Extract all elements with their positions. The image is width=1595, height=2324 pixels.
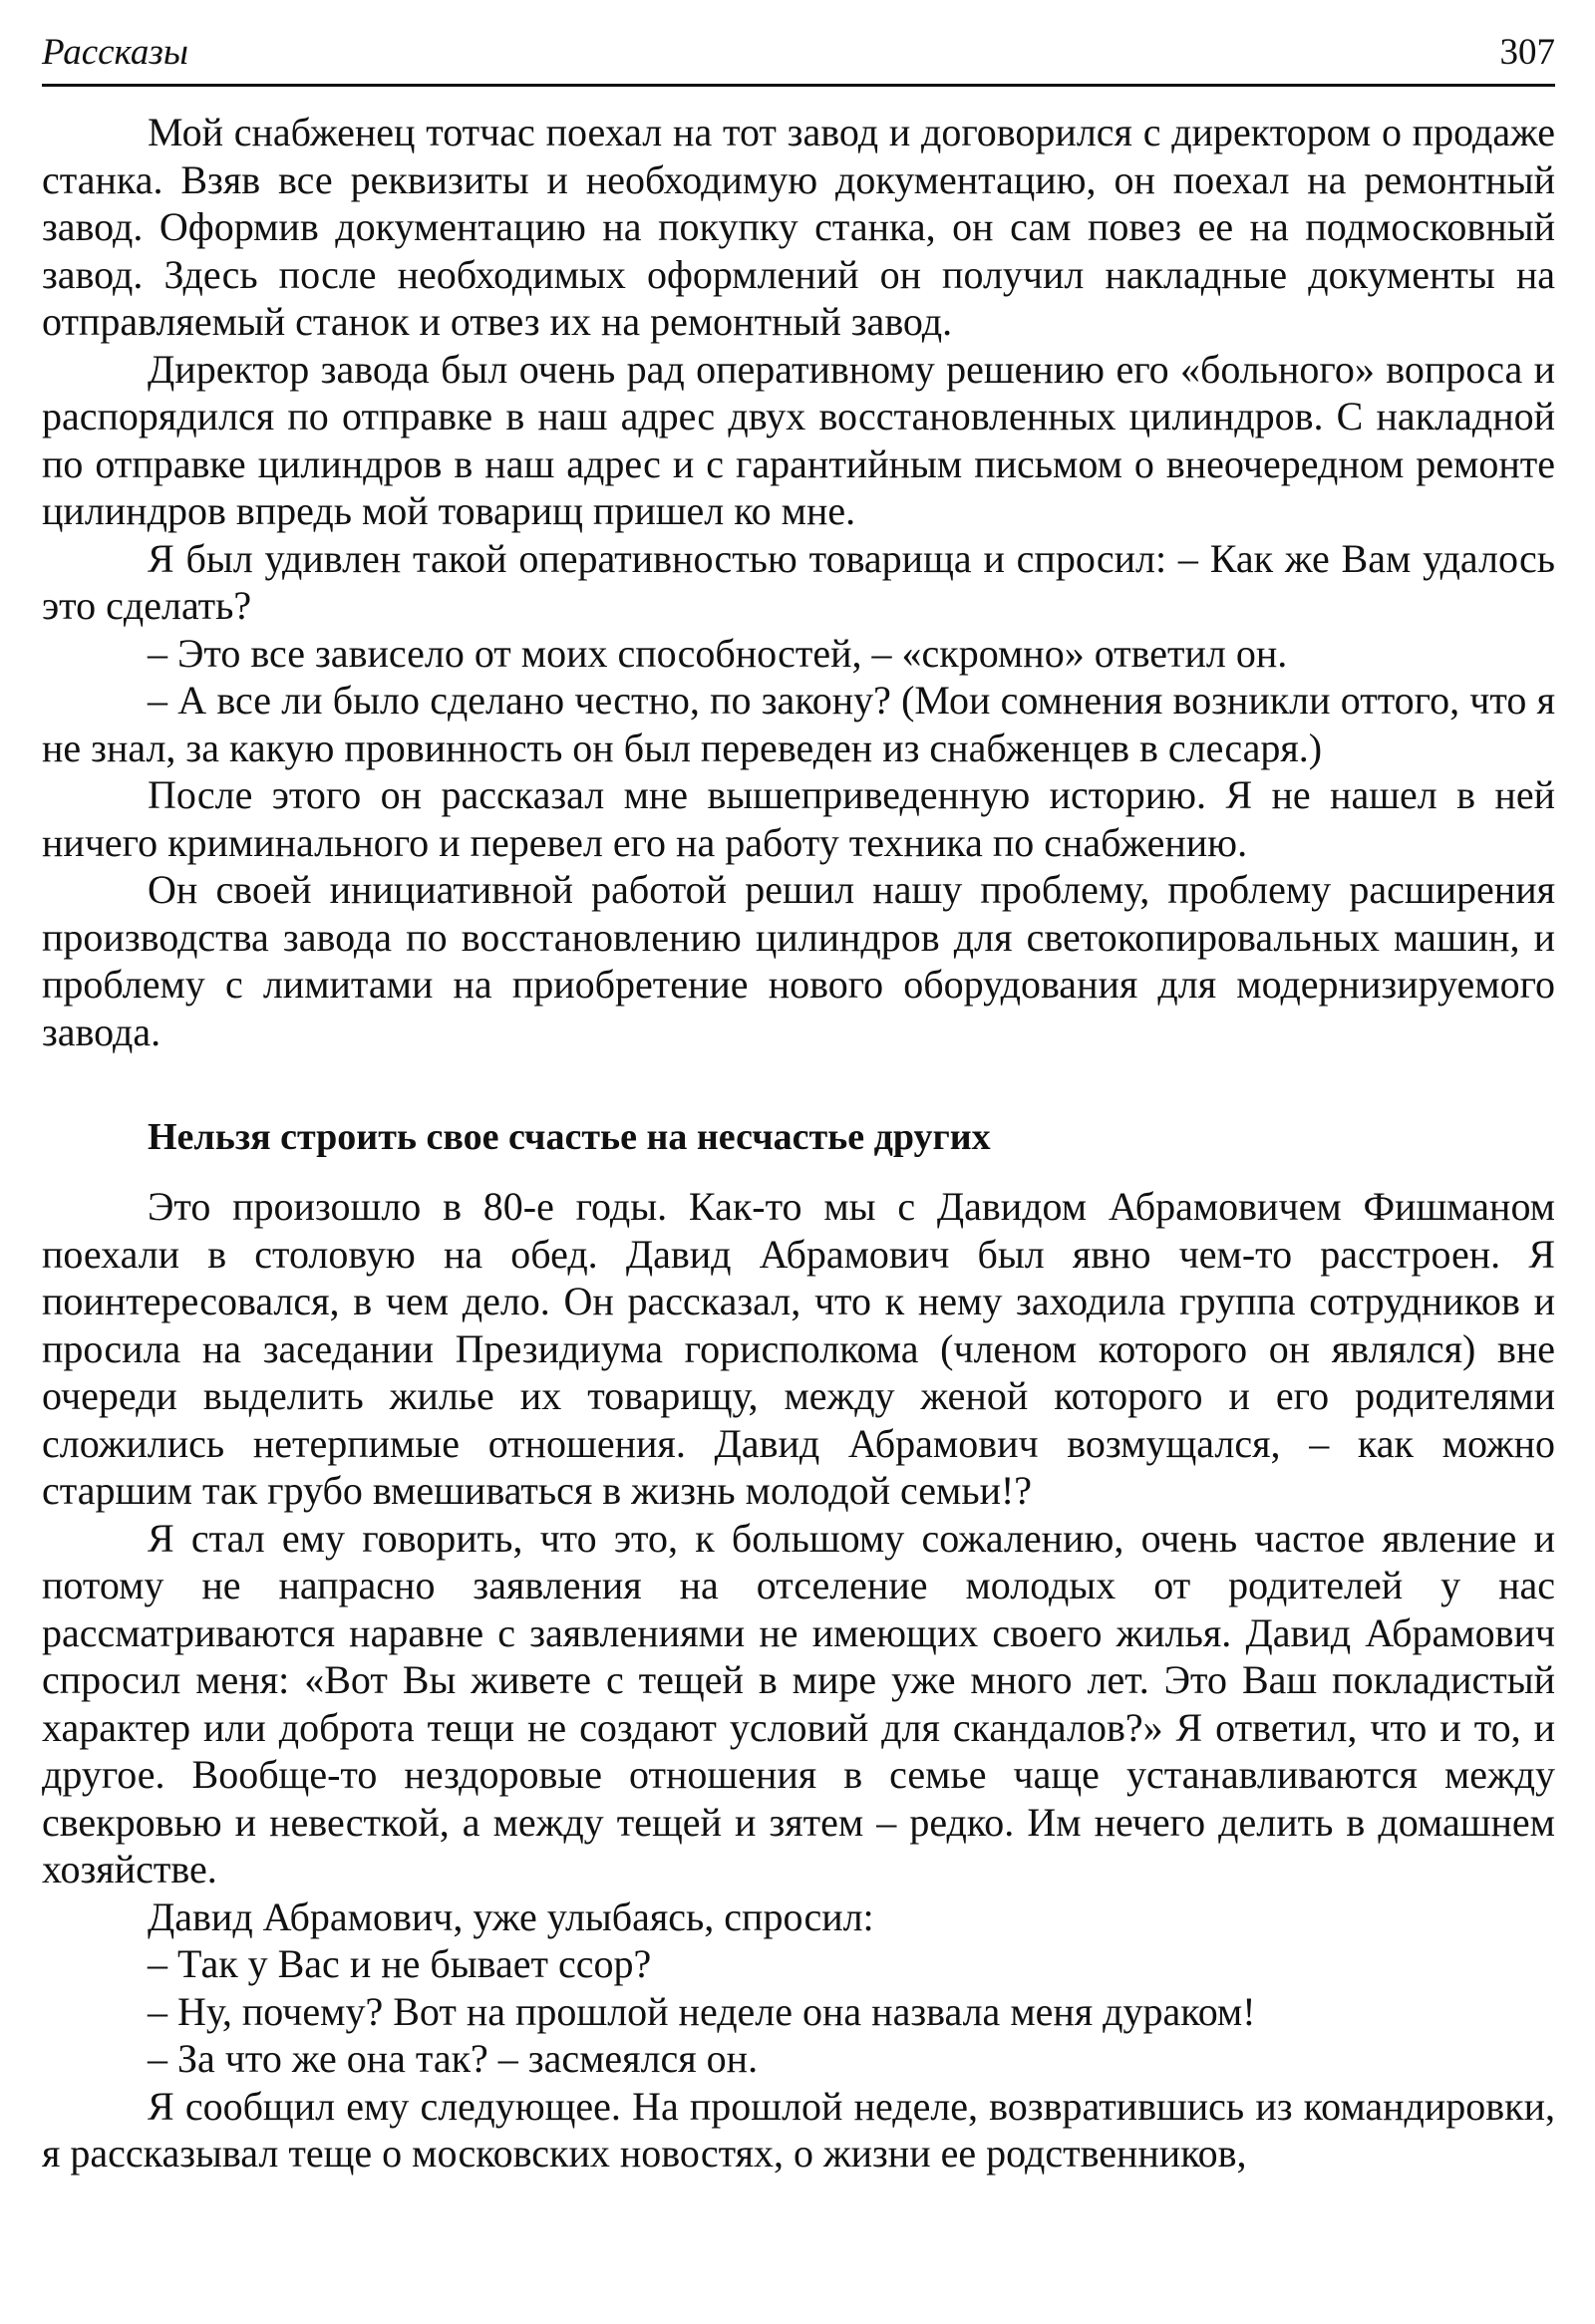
section-heading: Нельзя строить свое счастье на несчастье других — [148, 1116, 991, 1158]
dialog-line: – Это все зависело от моих способностей, – «скромно» ответил он. — [148, 630, 1288, 676]
paragraph: Я был удивлен такой оперативностью товарища и спросил: – Как же Вам удалось это сделать? — [42, 535, 1555, 628]
dialog-line: – За что же она так? – засмеялся он. — [148, 2036, 759, 2081]
dialog-line: – Ну, почему? Вот на прошлой неделе она назвала меня дураком! — [148, 1988, 1256, 2034]
paragraph: После этого он рассказал мне вышеприведенную историю. Я не нашел в ней ничего криминального и перевел его на работу техника по снабжению. — [42, 772, 1555, 865]
paragraph: Давид Абрамович, уже улыбаясь, спросил: — [148, 1893, 874, 1939]
running-title: Рассказы — [42, 32, 188, 73]
paragraph: Это произошло в 80-е годы. Как-то мы с Давидом Абрамовичем Фишманом поехали в столовую на обед. Давид Абрамович был явно чем-то расстроен. Я поинтересовался, в чем дело. Он рассказал, что к нему заходила группа сотрудников и просила на заседании Президиума горисполкома (членом которого он являлся) вне очереди выделить жилье их товарищу, между женой которого и его родителями сложились нетерпимые отношения. Давид Абрамович возмущался, – как можно старшим так грубо вмешиваться в жизнь молодой семьи!? — [42, 1184, 1555, 1513]
book-page — [42, 26, 1555, 2308]
paragraph: Директор завода был очень рад оперативному решению его «больного» вопроса и распорядился по отправке в наш адрес двух восстановленных цилиндров. С накладной по отправке цилиндров в наш адрес и с гарантийным письмом о внеочередном ремонте цилиндров впредь мой товарищ пришел ко мне. — [42, 346, 1555, 533]
paragraph: Мой снабженец тотчас поехал на тот завод и договорился с директором о продаже станка. Взяв все реквизиты и необходимую документацию, он поехал на ремонтный завод. Оформив документацию на покупку станка, он сам повез ее на подмосковный завод. Здесь после необходимых оформлений он получил накладные документы на отправляемый станок и отвез их на ремонтный завод. — [42, 110, 1555, 344]
dialog-line: – А все ли было сделано честно, по закону? (Мои сомнения возникли оттого, что я не знал, за какую провинность он был переведен из снабженцев в слесаря.) — [42, 678, 1555, 770]
page-number: 307 — [1499, 32, 1555, 73]
paragraph: Я стал ему говорить, что это, к большому сожалению, очень частое явление и потому не напрасно заявления на отселение молодых от родителей у нас рассматриваются наравне с заявлениями не имеющих своего жилья. Давид Абрамович спросил меня: «Вот Вы живете с тещей в мире уже много лет. Это Ваш покладистый характер или доброта тещи не создают условий для скандалов?» Я ответил, что и то, и другое. Вообще-то нездоровые отношения в семье чаще устанавливаются между свекровью и невесткой, а между тещей и зятем – редко. Им нечего делить в домашнем хозяйстве. — [42, 1515, 1555, 1891]
paragraph: Он своей инициативной работой решил нашу проблему, проблему расширения производства завода по восстановлению цилиндров для светокопировальных машин, и проблему с лимитами на приобретение нового оборудования для модернизируемого завода. — [42, 867, 1555, 1054]
paragraph: Я сообщил ему следующее. На прошлой неделе, возвратившись из командировки, я рассказывал теще о московских новостях, о жизни ее родственников, — [42, 2083, 1555, 2176]
running-header — [42, 26, 1555, 87]
dialog-line: – Так у Вас и не бывает ссор? — [148, 1941, 652, 1986]
page-body — [42, 109, 1555, 2178]
